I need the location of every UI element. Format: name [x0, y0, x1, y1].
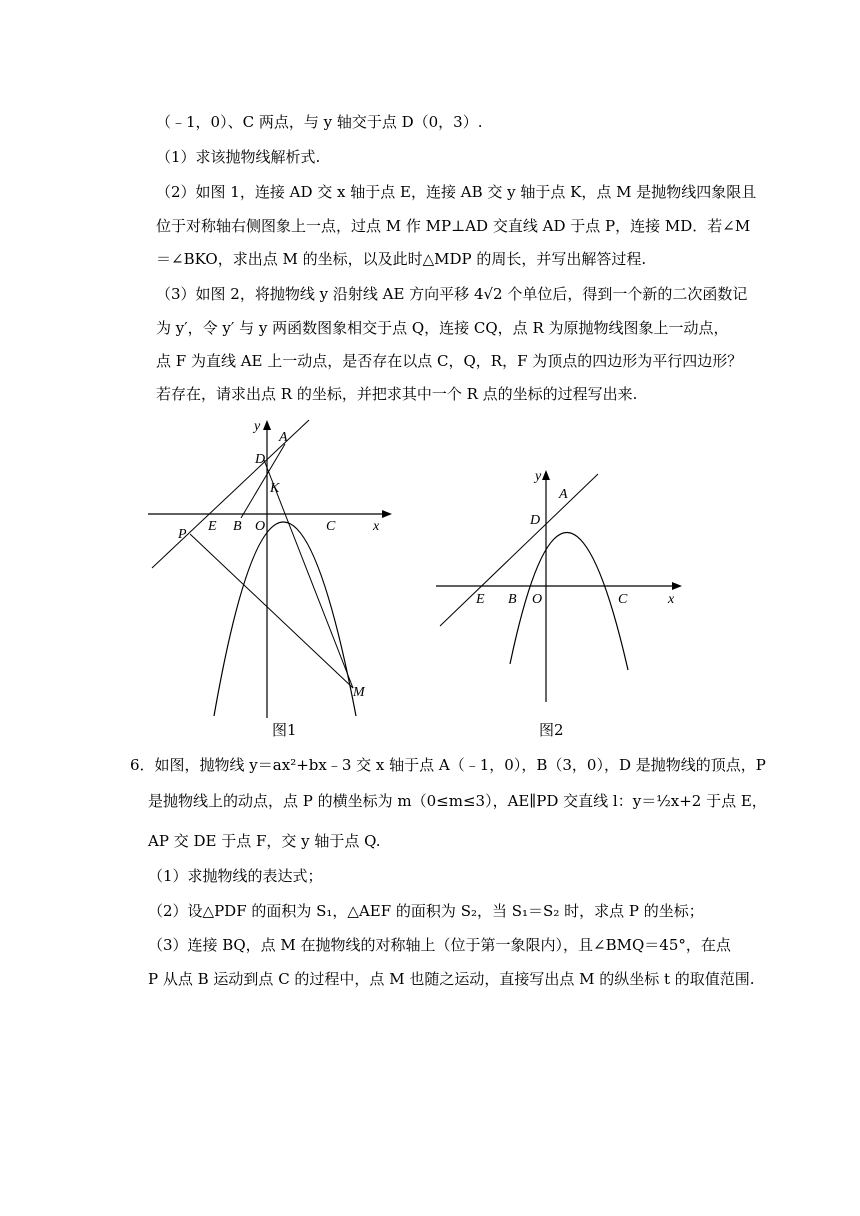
fig1-label-M: M [353, 685, 365, 700]
fig1-label-A: A [279, 430, 288, 445]
text-line-4: 位于对称轴右侧图象上一点，过点 M 作 MP⊥AD 交直线 AD 于点 P，连接 MD．若∠M [156, 217, 751, 235]
fig1-label-B: B [233, 519, 242, 534]
fig2-label-E: E [476, 592, 485, 607]
text-line-7: 为 y′，令 y′ 与 y 两函数图象相交于点 Q，连接 CQ，点 R 为原抛物线图象上一动点， [156, 319, 729, 337]
figure-1-caption: 图1 [272, 721, 297, 739]
text-line-1: （﹣1，0）、C 两点，与 y 轴交于点 D（0，3）. [156, 113, 483, 131]
text-line-13: （1）求抛物线的表达式； [148, 867, 323, 885]
fig1-label-P: P [178, 527, 187, 542]
fig1-label-y: y [254, 419, 261, 434]
text-line-5: ＝∠BKO，求出点 M 的坐标，以及此时△MDP 的周长，并写出解答过程. [156, 250, 647, 268]
figure-2-caption: 图2 [539, 721, 564, 739]
text-line-11: 是抛物线上的动点，点 P 的横坐标为 m（0≤m≤3），AE∥PD 交直线 l：y＝½x+2 于点 E， [148, 792, 767, 810]
text-line-14: （2）设△PDF 的面积为 S₁，△AEF 的面积为 S₂，当 S₁＝S₂ 时，求点 P 的坐标； [148, 902, 704, 920]
text-line-8: 点 F 为直线 AE 上一动点，是否存在以点 C，Q，R，F 为顶点的四边形为平行四边形？ [156, 352, 743, 370]
fig1-label-x: x [373, 519, 380, 534]
figure-1 [146, 418, 396, 743]
fig1-label-E: E [208, 519, 217, 534]
fig1-label-C: C [326, 519, 336, 534]
fig1-label-K: K [270, 481, 280, 496]
fig1-label-O: O [255, 519, 266, 534]
text-line-16: P 从点 B 运动到点 C 的过程中，点 M 也随之运动，直接写出点 M 的纵坐标 t 的取值范围. [148, 970, 755, 988]
text-line-6: （3）如图 2，将抛物线 y 沿射线 AE 方向平移 4√2 个单位后，得到一个新的二次函数记 [156, 285, 748, 303]
text-line-15: （3）连接 BQ，点 M 在抛物线的对称轴上（位于第一象限内），且∠BMQ＝45°，在点 [148, 936, 731, 954]
fig2-label-A: A [559, 487, 568, 502]
text-line-12: AP 交 DE 于点 F，交 y 轴于点 Q. [148, 832, 381, 850]
fig2-label-C: C [618, 592, 628, 607]
text-line-9: 若存在，请求出点 R 的坐标，并把求其中一个 R 点的坐标的过程写出来. [156, 385, 638, 403]
text-line-2: （1）求该抛物线解析式. [156, 148, 321, 166]
text-line-10: 6．如图，抛物线 y＝ax²+bx﹣3 交 x 轴于点 A（﹣1，0），B（3，0），D 是抛物线的顶点，P [130, 756, 766, 774]
text-line-3: （2）如图 1，连接 AD 交 x 轴于点 E，连接 AB 交 y 轴于点 K，点 M 是抛物线四象限且 [156, 183, 757, 201]
fig2-label-D: D [530, 513, 541, 528]
fig2-label-O: O [532, 592, 543, 607]
fig1-label-D: D [255, 452, 266, 467]
fig2-label-y: y [535, 469, 542, 484]
fig2-label-B: B [508, 592, 517, 607]
figure-2 [432, 466, 682, 706]
fig2-label-x: x [668, 592, 675, 607]
